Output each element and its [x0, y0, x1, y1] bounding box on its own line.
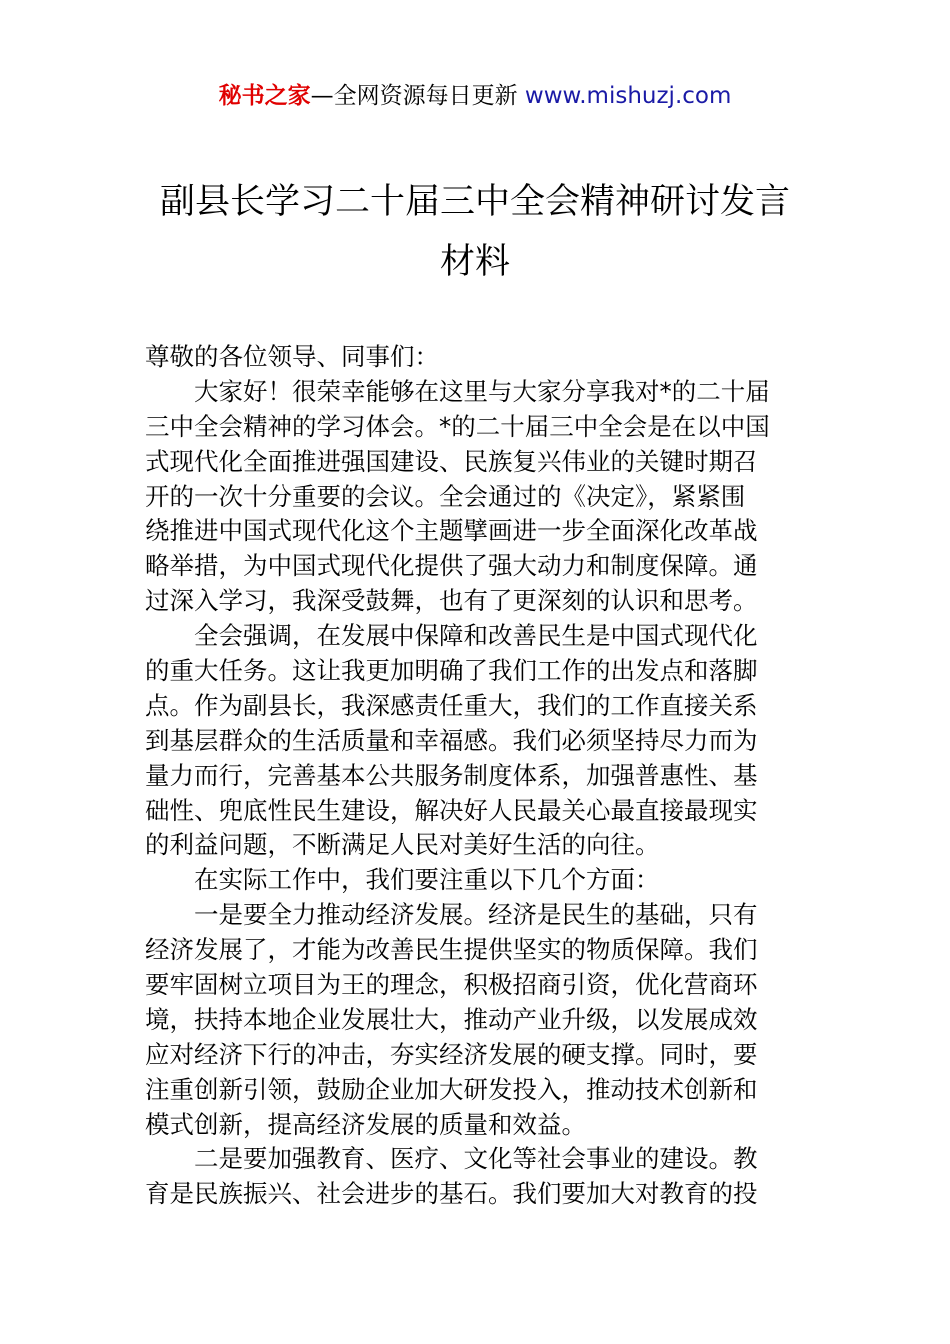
body-line: 育是民族振兴、社会进步的基石。我们要加大对教育的投 — [145, 1179, 758, 1209]
body-line: 到基层群众的生活质量和幸福感。我们必须坚持尽力而为 — [145, 725, 758, 755]
body-line: 略举措，为中国式现代化提供了强大动力和制度保障。通 — [145, 551, 758, 581]
body-line: 尊敬的各位领导、同事们： — [145, 342, 439, 371]
body-line: 经济发展了，才能为改善民生提供坚实的物质保障。我们 — [145, 935, 758, 965]
body-line: 在实际工作中，我们要注重以下几个方面： — [145, 865, 660, 895]
brand-name: 秘书之家 — [218, 83, 311, 109]
title-line-1: 副县长学习二十届三中全会精神研讨发言 — [159, 182, 790, 222]
body-line: 一是要全力推动经济发展。经济是民生的基础，只有 — [145, 900, 758, 930]
body-line: 境，扶持本地企业发展壮大，推动产业升级，以发展成效 — [145, 1004, 758, 1034]
body-line: 模式创新，提高经济发展的质量和效益。 — [145, 1109, 586, 1139]
body-line: 大家好！很荣幸能够在这里与大家分享我对*的二十届 — [145, 376, 770, 406]
body-line: 点。作为副县长，我深感责任重大，我们的工作直接关系 — [145, 690, 758, 720]
body-line: 二是要加强教育、医疗、文化等社会事业的建设。教 — [145, 1144, 758, 1174]
document-body — [145, 340, 815, 1212]
body-line: 础性、兜底性民生建设，解决好人民最关心最直接最现实 — [145, 795, 758, 825]
body-line: 过深入学习，我深受鼓舞，也有了更深刻的认识和思考。 — [145, 586, 758, 616]
header-tagline: —全网资源每日更新 — [310, 83, 518, 109]
body-line: 注重创新引领，鼓励企业加大研发投入，推动技术创新和 — [145, 1074, 758, 1104]
site-header — [0, 80, 950, 112]
body-line: 量力而行，完善基本公共服务制度体系，加强普惠性、基 — [145, 760, 758, 790]
body-line: 的利益问题，不断满足人民对美好生活的向往。 — [145, 830, 660, 860]
document-title — [100, 172, 850, 292]
body-line: 三中全会精神的学习体会。*的二十届三中全会是在以中国 — [145, 411, 770, 441]
body-line: 式现代化全面推进强国建设、民族复兴伟业的关键时期召 — [145, 446, 758, 476]
site-url-link[interactable]: www.mishuzj.com — [524, 83, 732, 109]
body-line: 全会强调，在发展中保障和改善民生是中国式现代化 — [145, 621, 758, 651]
title-line-2: 材料 — [439, 242, 510, 282]
body-line: 应对经济下行的冲击，夯实经济发展的硬支撑。同时，要 — [145, 1039, 758, 1069]
body-line: 绕推进中国式现代化这个主题擘画进一步全面深化改革战 — [145, 516, 758, 546]
body-line: 开的一次十分重要的会议。全会通过的《决定》，紧紧围 — [145, 481, 746, 511]
body-line: 要牢固树立项目为王的理念，积极招商引资，优化营商环 — [145, 970, 758, 1000]
body-line: 的重大任务。这让我更加明确了我们工作的出发点和落脚 — [145, 656, 758, 686]
